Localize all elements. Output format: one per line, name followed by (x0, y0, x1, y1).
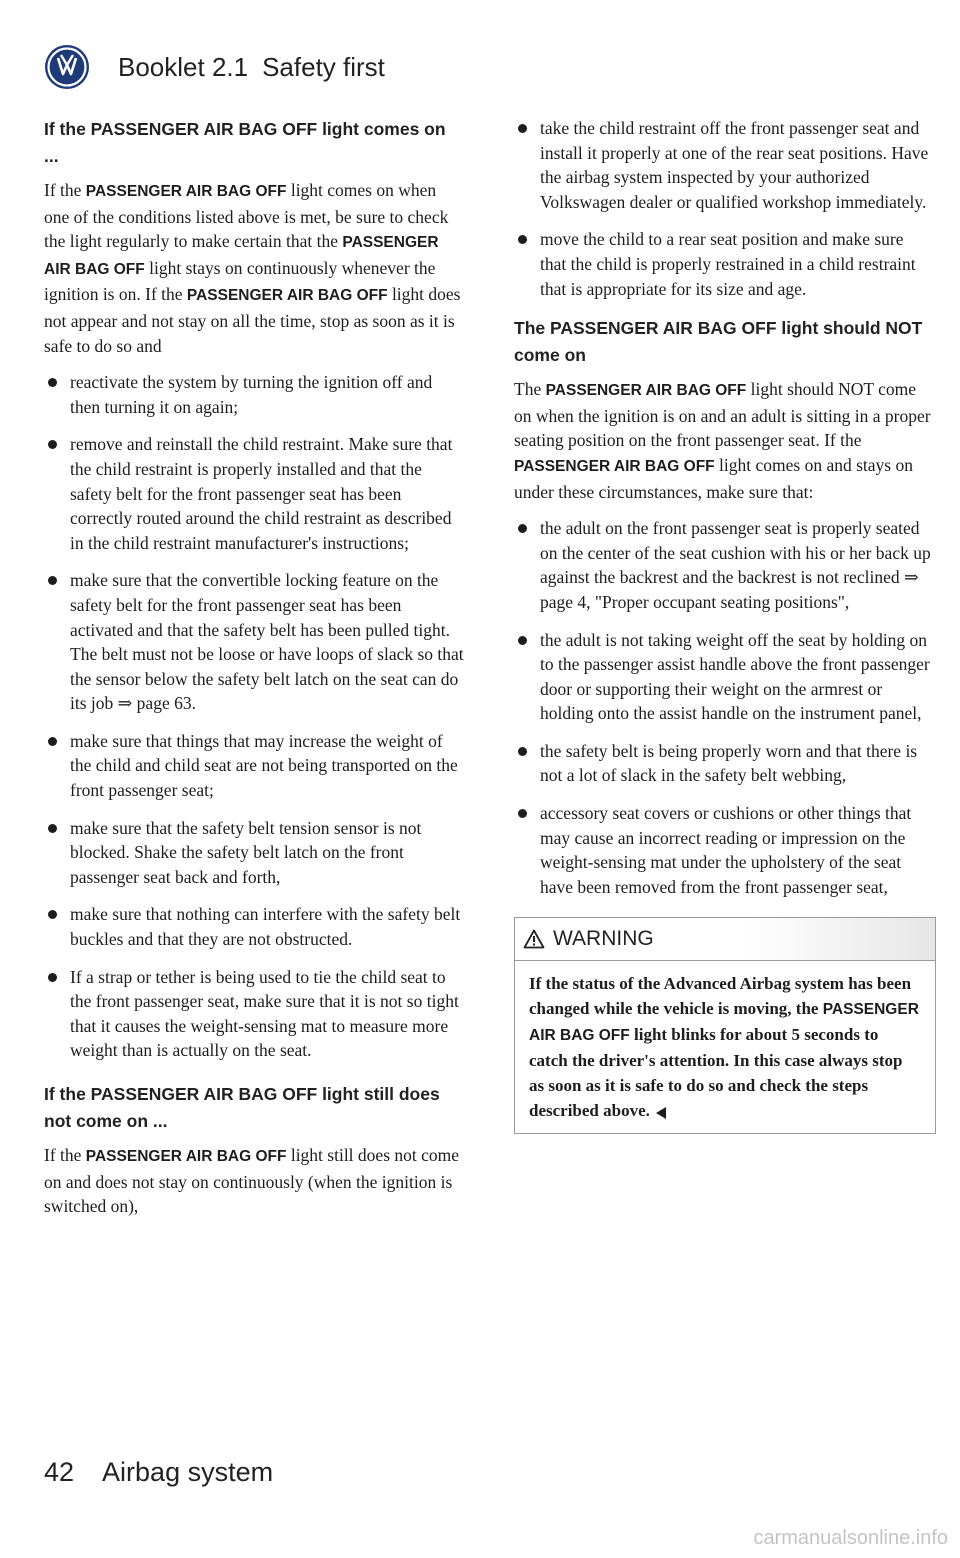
watermark: carmanualsonline.info (753, 1527, 948, 1549)
end-marker-icon (656, 1107, 666, 1119)
list-item: the adult on the front passenger seat is properly seated on the center of the seat cushion with his or her back up against the backrest and the backrest is not reclined ⇒ page 4, "Proper occupant seating positions", (514, 516, 934, 614)
list-item: move the child to a rear seat position and make sure that the child is properly restrained in a child restraint that is appropriate for its size and age. (514, 227, 934, 301)
list-item: make sure that things that may increase the weight of the child and child seat are not being transported on the front passenger seat; (44, 729, 464, 803)
conditions-list (514, 516, 934, 899)
header-title (118, 52, 399, 83)
warning-box (514, 917, 936, 1134)
page-footer (44, 1457, 273, 1488)
left-column (44, 116, 464, 1231)
list-item: make sure that the safety belt tension sensor is not blocked. Shake the safety belt latch on the front passenger seat back and forth, (44, 816, 464, 890)
list-item: reactivate the system by turning the ignition off and then turning it on again; (44, 370, 464, 419)
list-item: make sure that nothing can interfere with the safety belt buckles and that they are not obstructed. (44, 902, 464, 951)
list-item: remove and reinstall the child restraint. Make sure that the child restraint is properly installed and that the safety belt for the front passenger seat has been correctly routed around the child restraint as described in the child restraint manufacturer's instructions; (44, 432, 464, 555)
paragraph: If the PASSENGER AIR BAG OFF light still does not come on and does not stay on continuously (when the ignition is switched on), (44, 1145, 460, 1217)
steps-list (44, 370, 464, 1063)
list-item: take the child restraint off the front passenger seat and install it properly at one of the rear seat positions. Have the airbag system inspected by your authorized Volkswagen dealer or qualified workshop immediately. (514, 116, 934, 214)
vw-logo-icon (44, 44, 90, 90)
list-item: the adult is not taking weight off the seat by holding on to the passenger assist handle above the front passenger door or supporting their weight on the armrest or holding onto the assist handle on the instrument panel, (514, 628, 934, 726)
section-label: Safety first (262, 51, 385, 82)
warning-text: If the status of the Advanced Airbag system has been changed while the vehicle is moving, the PASSENGER AIR BAG OFF light blinks for about 5 seconds to catch the driver's attention. In this case always stop as soon as it is safe to do so and check the steps described above. (529, 974, 919, 1121)
list-item: If a strap or tether is being used to tie the child seat to the front passenger seat, make sure that it is not so tight that it causes the weight-sensing mat to measure more weight than is actually on the seat. (44, 965, 464, 1063)
section-heading: If the PASSENGER AIR BAG OFF light comes on ... (44, 119, 446, 166)
warning-header (515, 918, 935, 961)
steps-list (514, 116, 934, 301)
section-heading: If the PASSENGER AIR BAG OFF light still does not come on ... (44, 1084, 440, 1131)
warning-title: WARNING (553, 927, 654, 951)
chapter-title: Airbag system (102, 1457, 274, 1487)
section-heading: The PASSENGER AIR BAG OFF light should NOT come on (514, 318, 923, 366)
page-header (44, 44, 399, 90)
booklet-label: Booklet 2.1 (118, 51, 249, 82)
intro-paragraph: If the PASSENGER AIR BAG OFF light comes on when one of the conditions listed above is met, be sure to check the light regularly to make certain that the PASSENGER AIR BAG OFF light stays on continuously whenever the ignition is on. If the PASSENGER AIR BAG OFF light does not appear and not stay on all the time, stop as soon as it is safe to do so and (44, 180, 461, 356)
page-number: 42 (44, 1457, 75, 1487)
right-column (514, 116, 934, 1134)
list-item: the safety belt is being properly worn and that there is not a lot of slack in the safety belt webbing, (514, 739, 934, 788)
list-item: accessory seat covers or cushions or other things that may cause an incorrect reading or impression on the weight-sensing mat under the upholstery of the seat have been removed from the front passenger seat, (514, 801, 934, 899)
warning-triangle-icon (523, 929, 545, 949)
paragraph: The PASSENGER AIR BAG OFF light should NOT come on when the ignition is on and an adult is sitting in a proper seating position on the front passenger seat. If the PASSENGER AIR BAG OFF light comes on and stays on under these circumstances, make sure that: (514, 379, 931, 502)
list-item: make sure that the convertible locking feature on the safety belt for the front passenger seat has been activated and that the safety belt has been pulled tight. The belt must not be loose or have loops of slack so that the sensor below the safety belt latch on the seat can do its job ⇒ page 63. (44, 568, 464, 716)
